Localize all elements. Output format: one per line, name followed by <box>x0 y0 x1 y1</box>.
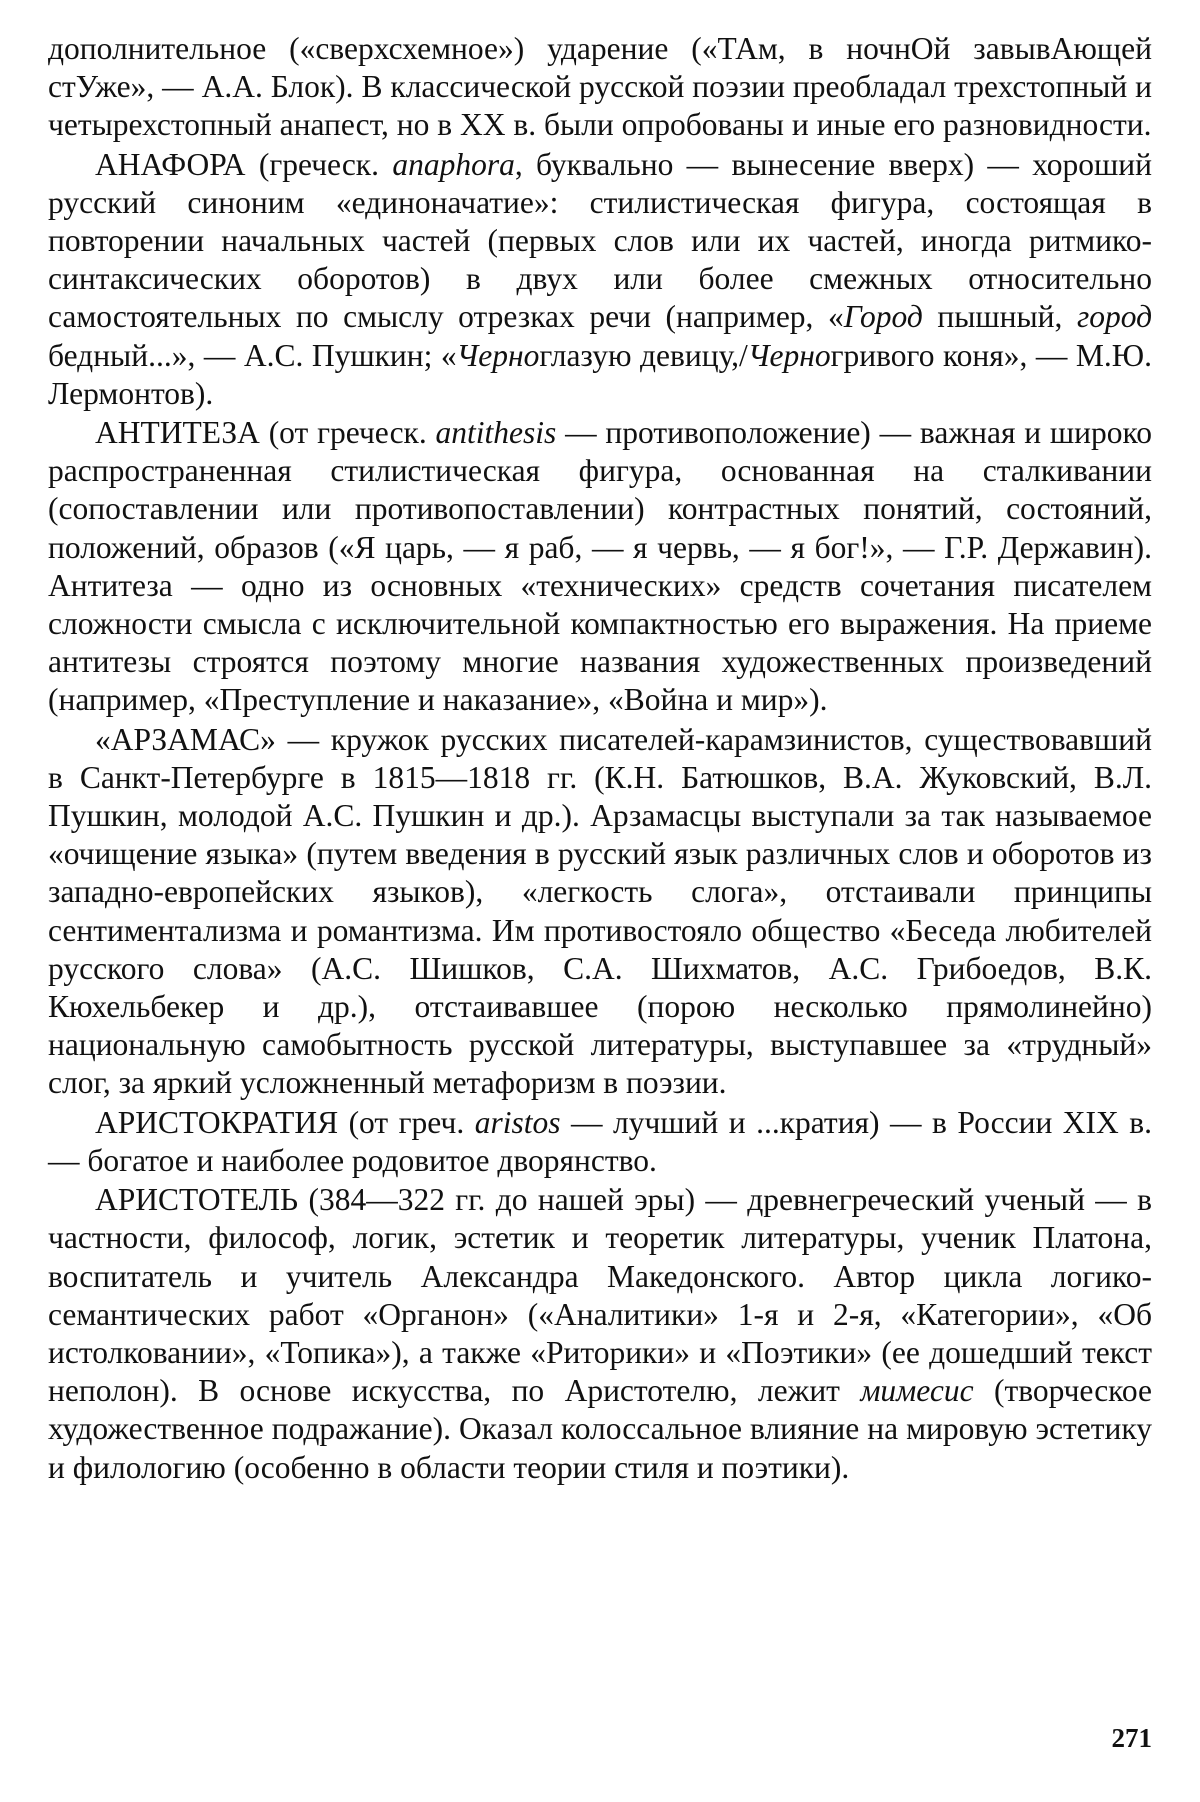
entry-arzamas <box>48 721 1152 1103</box>
entry-anafora <box>48 146 1152 413</box>
text-run: АРИСТОТЕЛЬ (384—322 гг. до нашей эры) — древнегреческий ученый — в частности, философ, логик, эстетик и теоретик литературы, ученик Платона, воспитатель и учитель Александра Македонского. Автор цикла логико-семантических работ «Органон» («Аналитики» 1-я и 2-я, «Категории», «Об истолковании», «Топика»), а также «Риторики» и «Поэтики» (ее дошедший текст неполон). В основе искусства, по Аристотелю, лежит <box>48 1182 1152 1409</box>
text-run: (творческое художественное подражание). Оказал колоссальное влияние на мировую эстетику и филологию (особенно в области теории стиля и поэтики). <box>48 1373 1152 1485</box>
page-body <box>48 30 1152 1487</box>
entry-aristotel <box>48 1181 1152 1487</box>
italic-term: Черно <box>747 337 831 373</box>
text-run: гривого коня», — М.Ю. Лермонтов). <box>48 337 1152 411</box>
italic-term: aristos <box>474 1104 561 1140</box>
text-run: — противоположение) — важная и широко распространенная стилистическая фигура, основанная на сталкивании (сопоставлении или противопоставлении) контрастных понятий, состояний, положений, образов («Я царь, — я раб, — я червь, — я бог!», — Г.Р. Державин). Антитеза — одно из основных «технических» средств сочетания писателем сложности смысла с исключительной компактностью его выражения. На приеме антитезы строятся поэтому многие названия художественных произведений (например, «Преступление и наказание», «Война и мир»). <box>48 415 1152 718</box>
entry-antiteza <box>48 414 1152 720</box>
italic-term: мимесис <box>860 1373 974 1409</box>
text-run: АРИСТОКРАТИЯ (от греч. <box>95 1104 475 1140</box>
italic-term: город <box>1076 299 1153 335</box>
page-number: 271 <box>1111 1723 1152 1753</box>
paragraph-continuation <box>48 30 1152 145</box>
text-run: глазую девицу,/ <box>539 337 748 373</box>
text-run: бедный...», — А.С. Пушкин; « <box>48 337 457 373</box>
entry-aristokratiya <box>48 1104 1152 1180</box>
text-run: «АРЗАМАС» — кружок русских писателей-карамзинистов, существовавший в Санкт-Петербурге в 1815—1818 гг. (К.Н. Батюшков, В.А. Жуковский, В.Л. Пушкин, молодой А.С. Пушкин и др.). Арзамасцы выступали за так называемое «очищение языка» (путем введения в русский язык различных слов и оборотов из западно-европейских языков), «легкость слога», отстаивали принципы сентиментализма и романтизма. Им противостояло общество «Беседа любителей русского слова» (А.С. Шишков, С.А. Шихматов, А.С. Грибоедов, В.К. Кюхельбекер и др.), отстаивавшее (порою несколько прямолинейно) национальную самобытность русской литературы, выступавшее за «трудный» слог, за яркий усложненный метафоризм в поэзии. <box>48 721 1152 1101</box>
text-run: АНАФОРА (греческ. <box>95 146 393 182</box>
text-run: пышный, <box>922 299 1077 335</box>
italic-term: anaphora <box>392 146 515 182</box>
text-run: АНТИТЕЗА (от греческ. <box>95 415 436 451</box>
text-run: — лучший и ...кратия) — в России XIX в. — богатое и наиболее родовитое дворянство. <box>48 1104 1152 1178</box>
italic-term: Город <box>843 299 923 335</box>
text-run: дополнительное («сверхсхемное») ударение («ТАм, в ночнОй завывАющей стУже», — А.А. Блок). В классической русской поэзии преобладал трехстопный и четырехстопный анапест, но в XX в. были опробованы и иные его разновидности. <box>48 31 1152 143</box>
italic-term: antithesis <box>435 415 557 451</box>
italic-term: Черно <box>456 337 540 373</box>
text-run: , буквально — вынесение вверх) — хороший русский синоним «единоначатие»: стилистическая фигура, состоящая в повторении начальных частей (первых слов или их частей, иногда ритмико-синтаксических оборотов) в двух или более смежных относительно самостоятельных по смыслу отрезках речи (например, « <box>48 146 1152 335</box>
